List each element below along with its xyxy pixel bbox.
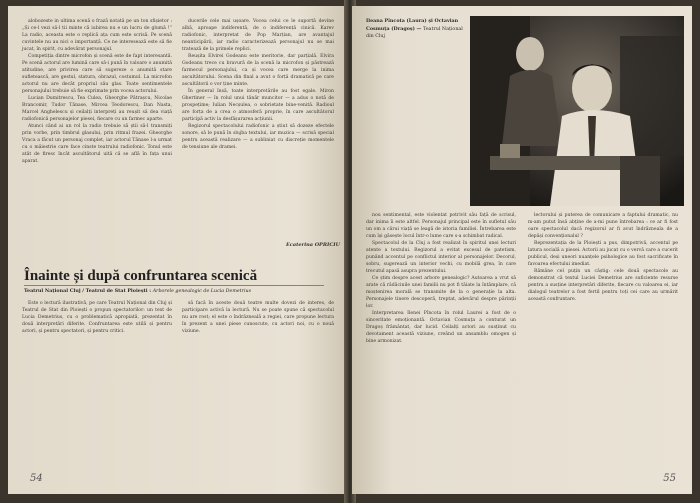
stage-photo [470,16,684,206]
paragraph: ducerile cele mai ușoare. Vocea celui ce le suportă devine albă, aproape indiferentă, de o indiferență cinică. Karev radiofonic, interpretat de Pop Marțian, are avantajul neanticipării, iar radio caracterizează personajul nu se mai tratează de la primele replici. [182,19,334,52]
paragraph: Ce știm despre acest arbore genealogic? Autoarea a vrut să arate că rădăcinile unei familii nu pot fi tăiate la întâmplare, că moștenirea morală se transmite de la o generație la alta. Personajele tinere descoperă, treptat, adevărul despre părinții lor. [366,276,516,309]
caption-actors: Ileana Pîncota (Laura) și Octavian Cosmuța (Dragoș) — [366,18,459,32]
paragraph: Competiția dintre microfon și scenă este de fapt interesantă. Pe scenă actorul are lumină care să-i pună în valoare o anumită atitudine, are privirea care să sugereze o anumită stare sufletească, are gestul, statura, obrazul, costumul. La microfon actorul nu are decât propriul său glas. Toate sentimentele personajului trebuie să fie exprimate prin vocea actorului. [22,54,172,94]
paragraph: Reprezentația de la Ploiești a pus, dimpotrivă, accentul pe latura socială a piesei. Actorii au jucat cu o vervă care a cucerit publicul, deși uneori nuanțele psihologice au fost sacrificate în favoarea efectului imediat. [528,241,678,267]
right-page [352,6,692,494]
paragraph: nou sentimental, este violentat potrivit său față de scrisul, dar inima îi este altfel. Personajul principal este în sufletul său un om a cărui viață se leagă de istoria familiei. Întrebarea este cum își găsește locul într-o lume care s-a schimbat radical. [366,213,516,239]
article-subhead [24,288,251,294]
right-column-2 [528,212,678,303]
paragraph: Regizorul spectacolului radiofonic a știut să dozeze efectele sonore, să le pună în slujba textului, iar muzica — scrisă special pentru această realizare — a subliniat cu discreție momentele de tensiune ale dramei. [182,124,334,150]
paragraph: alobozeste in ultima scenă o frază notată pe un ton sfișietor : „Și ce-l vezi să-l tii minte că iubirea nu e un lucru de glumă !” La radio, aceasta este o replică ața cum este scrisă. Pe scenă cuvintele nu au nici o importanță. Ce ne interesează este să fie jucat, în spirit, cu adevărat personajul. [22,19,172,52]
paragraph: Spectacolul de la Cluj a fost realizat în spiritul unei lecturi atente a textului. Regizorul a evitat excesul de patetism, punând accentul pe conflictul interior al personajelor. Decorul, sobru, sugerează un interior vechi, cu mobilă grea, în care trecutul apasă asupra prezentului. [366,241,516,274]
caption-theater: Teatrul Național din Cluj [366,26,463,39]
paragraph: lectorului și puterea de comunicare a faptului dramatic, nu m-am putut însă abține de a-mi pune întrebarea : ce ar fi fost oare spectacolul dacă regizorul ar fi avut îndrăzneala de a depăși convenționalul ? [528,213,678,239]
heading-rule [24,285,324,286]
subhead-play: Arborele genealogic de Lucia Demetrius [152,289,252,294]
left-column-1 [22,18,172,165]
paragraph: să facă în aceste două teatre multe dovezi de interes, de participare activă la lectură. Nu se poate spune că spectacolul nu are rost; el este o îndrăzneală a regiei, care propune lectura în prezent a unei piese cunoscute, cu actori noi, cu o nouă viziune. [182,301,334,334]
paragraph: Reușita Elvirei Godeanu este meritorie, dar parțială. Elvira Godeanu trece cu bravură de la scenă la microfon și păstrează farmecul personajului, ca și vocea care merge la inima ascultătorului. Scena din final a avut o forță dramatică pe care ascultătorii o vor ține minte. [182,54,334,87]
paragraph: Este o lectură ilustrativă, pe care Teatrul Național din Cluj și Teatrul de Stat din Ploiești o propun spectatorilor: un text de Lucia Demetrius, cu o problematică apropiată, prezentat în două interpretări diferite. Confruntarea este utilă și pentru actori, și pentru spectatori, și pentru critici. [22,301,172,334]
stage-photo-image [470,16,684,206]
paragraph: În general însă, toate interpretările au fost egale. Miron Ghertiner — în rolul unui tânăr muncitor — a adus o notă de prospețime; Iulian Necșulea, o sobrietate bine-venită. Radioul are forța de a crea o atmosferă proprie, în care ascultătorul participă activ la desfășurarea acțiunii. [182,89,334,122]
author-byline: Ecaterina OPRICIU [285,242,340,248]
page-number-right: 55 [663,473,676,484]
left-page [8,6,348,494]
left-bottom-column-2 [182,300,334,335]
article-heading: Înainte și după confruntarea scenică [24,268,258,284]
left-column-2 [182,18,334,151]
right-column-1 [366,212,516,345]
subhead-theaters: Teatrul Național Cluj / Teatrul de Stat Ploiești : [24,288,152,294]
page-number-left: 54 [30,473,43,484]
paragraph: Lucian Dumitrescu, Tea Culea, Gheorghe Pătrașcu, Nicolae Brancomir, Tudor Tănase, Mircea Teodorescu, Dan Nasta, Marcel Anghelescu și ceilalți interpreți au reușit să dea viață radiofonică personajelor piesei, fiecare cu un farmec aparte. [22,96,172,122]
paragraph: Atunci când ai un rol la radio trebuie să știi să-l transmiți prin vorbe, prin timbrul glasului, prin ritmul frazei. Gheorghe Vraca a făcut un personaj complet, iar actorul Tănase l-a urmat cu o măiestrie care face cinste teatrului radiofonic. Tonul este atât de firesc încât ascultătorul uită că se află în fața unui aparat. [22,124,172,164]
paragraph: Interpretarea Ilenei Pîncota în rolul Laurei a fost de o sinceritate emoționantă. Octavian Cosmuța a conturat un Dragoș frământat, dar lucid. Ceilalți actori au susținut cu devotament această viziune, creând un ansamblu omogen și bine armonizat. [366,311,516,344]
left-bottom-column-1 [22,300,172,335]
photo-caption [366,18,466,41]
paragraph: Rămâne cel puțin un câștig: cele două spectacole au demonstrat că textul Luciei Demetrius are suficiente resurse pentru a susține interpretări diferite, fiecare cu valoarea ei, iar dialogul teatrelor a fost fertil pentru toți cei care au urmărit această confruntare. [528,269,678,302]
